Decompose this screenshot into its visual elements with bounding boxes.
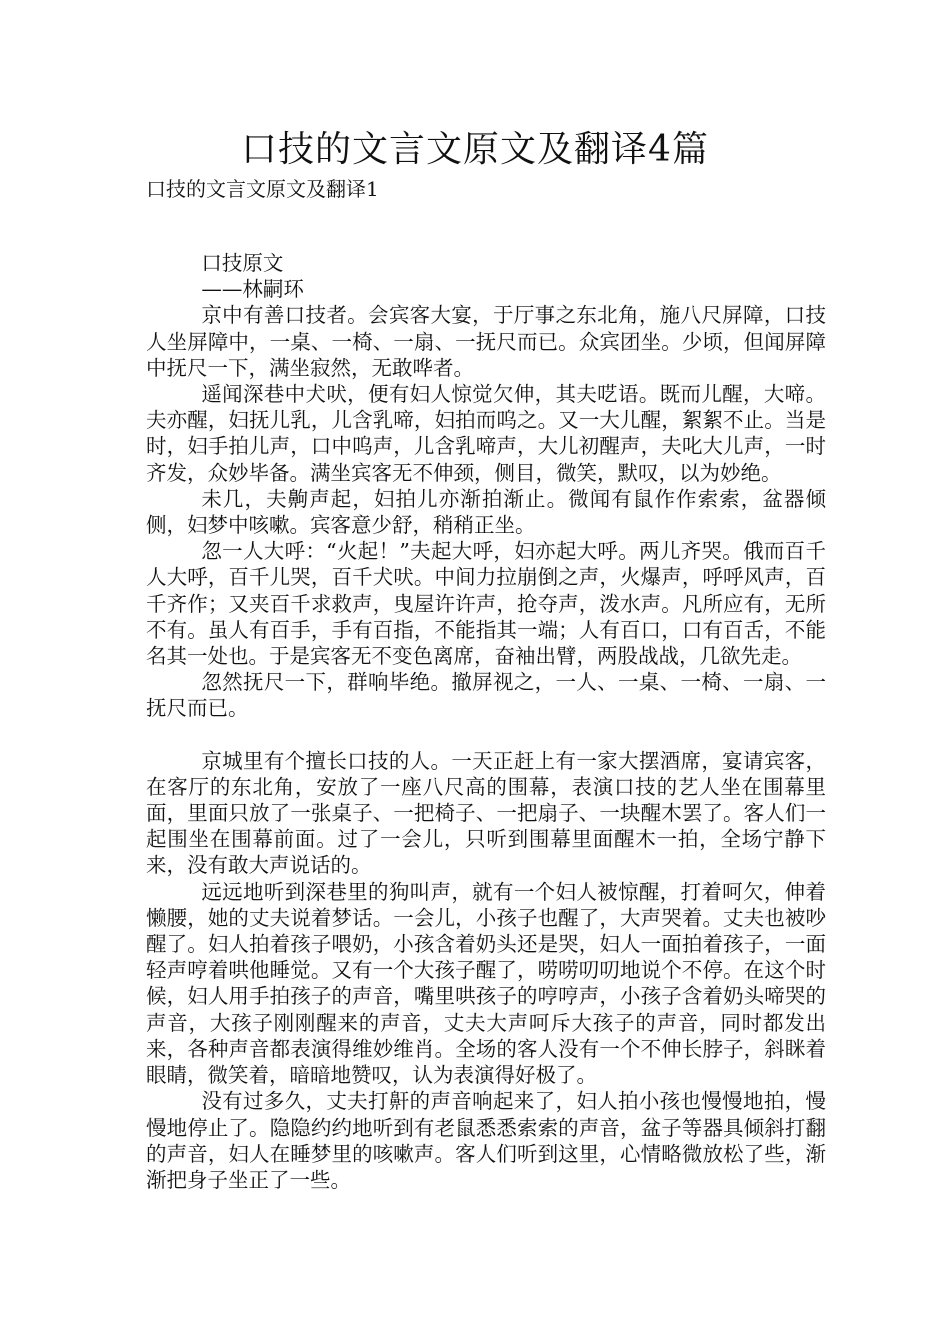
translation-paragraph: 远远地听到深巷里的狗叫声，就有一个妇人被惊醒，打着呵欠，伸着懒腰，她的丈夫说着梦话。一会儿，小孩子也醒了，大声哭着。丈夫也被吵醒了。妇人拍着孩子喂奶，小孩含着奶头还是哭，妇人一面拍着孩子，一面轻声哼着哄他睡觉。又有一个大孩子醒了，唠唠叨叨地说个不停。在这个时候，妇人用手拍孩子的声音，嘴里哄孩子的哼哼声，小孩子含着奶头啼哭的声音，大孩子刚刚醒来的声音，丈夫大声呵斥大孩子的声音，同时都发出来，各种声音都表演得维妙维肖。全场的客人没有一个不伸长脖子，斜眯着眼睛，微笑着，暗暗地赞叹，认为表演得好极了。 xyxy=(146,879,826,1088)
author-line: ——林嗣环 xyxy=(201,277,304,302)
original-paragraph: 忽然抚尺一下，群响毕绝。撤屏视之，一人、一桌、一椅、一扇、一抚尺而已。 xyxy=(146,670,826,721)
original-paragraph: 京中有善口技者。会宾客大宴，于厅事之东北角，施八尺屏障，口技人坐屏障中，一桌、一椅、一扇、一抚尺而已。众宾团坐。少顷，但闻屏障中抚尺一下，满坐寂然，无敢哗者。 xyxy=(146,303,826,380)
document-title: 口技的文言文原文及翻译4篇 xyxy=(241,129,709,170)
original-paragraph: 遥闻深巷中犬吠，便有妇人惊觉欠伸，其夫呓语。既而儿醒，大啼。夫亦醒，妇抚儿乳，儿含乳啼，妇拍而呜之。又一大儿醒，絮絮不止。当是时，妇手拍儿声，口中呜声，儿含乳啼声，大儿初醒声，夫叱大儿声，一时齐发，众妙毕备。满坐宾客无不伸颈，侧目，微笑，默叹，以为妙绝。 xyxy=(146,382,826,485)
section-heading: 口技原文 xyxy=(201,251,284,275)
document-body xyxy=(146,250,826,1193)
original-paragraph: 未几，夫齁声起，妇拍儿亦渐拍渐止。微闻有鼠作作索索，盆器倾侧，妇梦中咳嗽。宾客意少舒，稍稍正坐。 xyxy=(146,486,826,538)
paragraph-gap xyxy=(146,722,826,748)
translation-paragraph: 没有过多久，丈夫打鼾的声音响起来了，妇人拍小孩也慢慢地拍，慢慢地停止了。隐隐约约地听到有老鼠悉悉索索的声音，盆子等器具倾斜打翻的声音，妇人在睡梦里的咳嗽声。客人们听到这里，心情略微放松了些，渐渐把身子坐正了一些。 xyxy=(146,1089,826,1192)
translation-paragraph: 京城里有个擅长口技的人。一天正赶上有一家大摆酒席，宴请宾客，在客厅的东北角，安放了一座八尺高的围幕，表演口技的艺人坐在围幕里面，里面只放了一张桌子、一把椅子、一把扇子、一块醒木罢了。客人们一起围坐在围幕前面。过了一会儿，只听到围幕里面醒木一拍，全场宁静下来，没有敢大声说话的。 xyxy=(146,748,826,878)
section-subtitle: 口技的文言文原文及翻译1 xyxy=(146,177,379,201)
original-paragraph: 忽一人大呼：“火起！”夫起大呼，妇亦起大呼。两儿齐哭。俄而百千人大呼，百千儿哭，百千犬吠。中间力拉崩倒之声，火爆声，呼呼风声，百千齐作；又夹百千求救声，曳屋许许声，抢夺声，泼水声。凡所应有，无所不有。虽人有百手，手有百指，不能指其一端；人有百口，口有百舌，不能名其一处也。于是宾客无不变色离席，奋袖出臂，两股战战，几欲先走。 xyxy=(146,539,826,669)
